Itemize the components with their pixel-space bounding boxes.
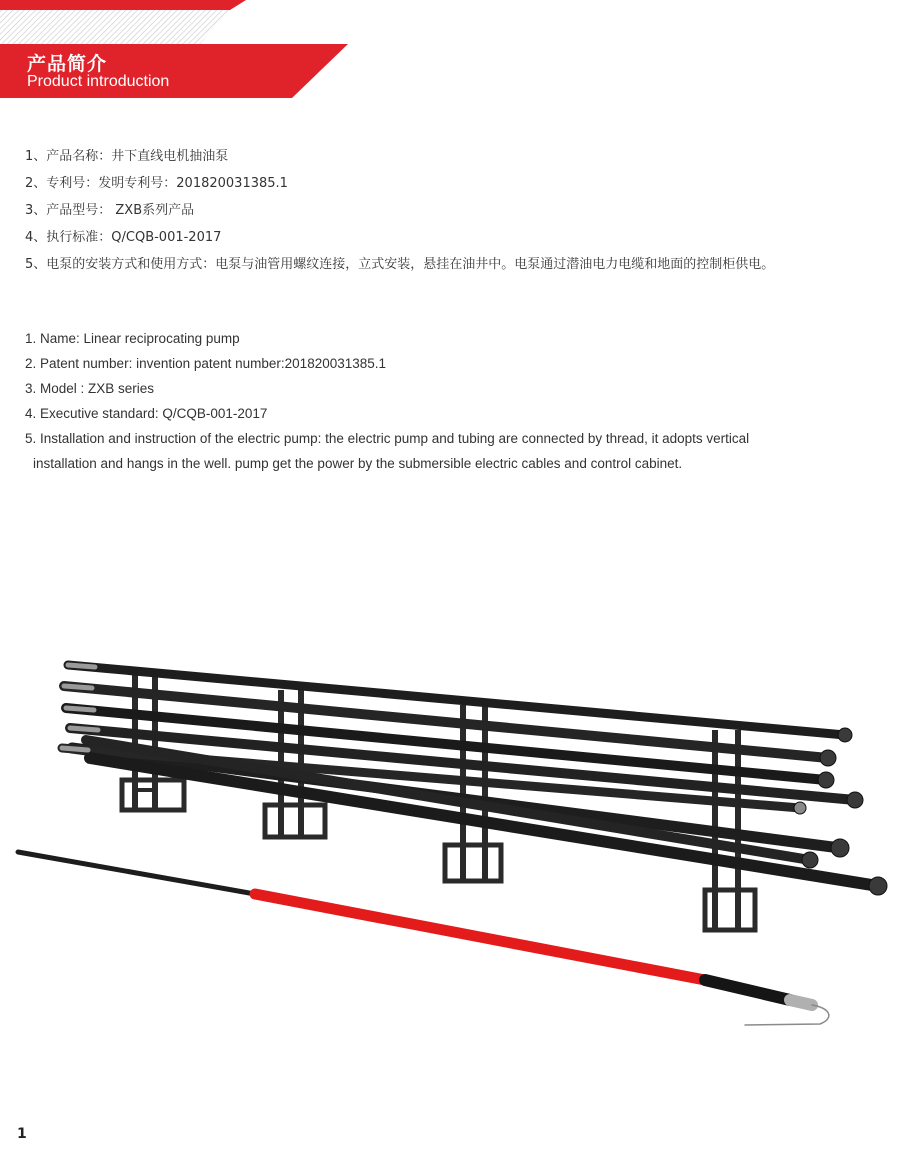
spec-item-patent-cn: 2、专利号：发明专利号：201820031385.1 — [25, 176, 288, 191]
spec-item-installation-en-line2: installation and hangs in the well. pump get the power by the submersible electric cables and control cabinet. — [33, 456, 683, 471]
section-header — [0, 0, 360, 100]
spec-item-name-cn: 1、产品名称：井下直线电机抽油泵 — [25, 149, 229, 164]
spec-item-model-cn: 3、产品型号： ZXB系列产品 — [25, 203, 195, 218]
spec-item-patent-en: 2. Patent number: invention patent number:201820031385.1 — [25, 356, 387, 371]
page-number: 1 — [17, 1126, 27, 1142]
header-title-cn: 产品简介 — [27, 53, 108, 75]
header-title-en: Product introduction — [27, 73, 170, 90]
spec-item-installation-cn: 5、电泵的安装方式和使用方式：电泵与油管用螺纹连接，立式安装，悬挂在油井中。电泵通过潜油电力电缆和地面的控制柜供电。 — [25, 257, 775, 272]
pump-pipes — [62, 665, 878, 886]
spec-item-name-en: 1. Name: Linear reciprocating pump — [25, 331, 240, 346]
spec-list-en — [25, 329, 815, 476]
spec-list-cn — [25, 147, 774, 282]
product-photo — [0, 640, 900, 1040]
spec-item-installation-en — [25, 426, 815, 476]
spec-item-standard-en: 4. Executive standard: Q/CQB-001-2017 — [25, 406, 268, 421]
red-pump-unit — [18, 852, 829, 1025]
spec-item-installation-en-line1: 5. Installation and instruction of the electric pump: the electric pump and tubing are connected by thread, it adopts vertical — [25, 431, 750, 446]
spec-item-model-en: 3. Model : ZXB series — [25, 381, 155, 396]
spec-item-standard-cn: 4、执行标准：Q/CQB-001-2017 — [25, 230, 222, 245]
